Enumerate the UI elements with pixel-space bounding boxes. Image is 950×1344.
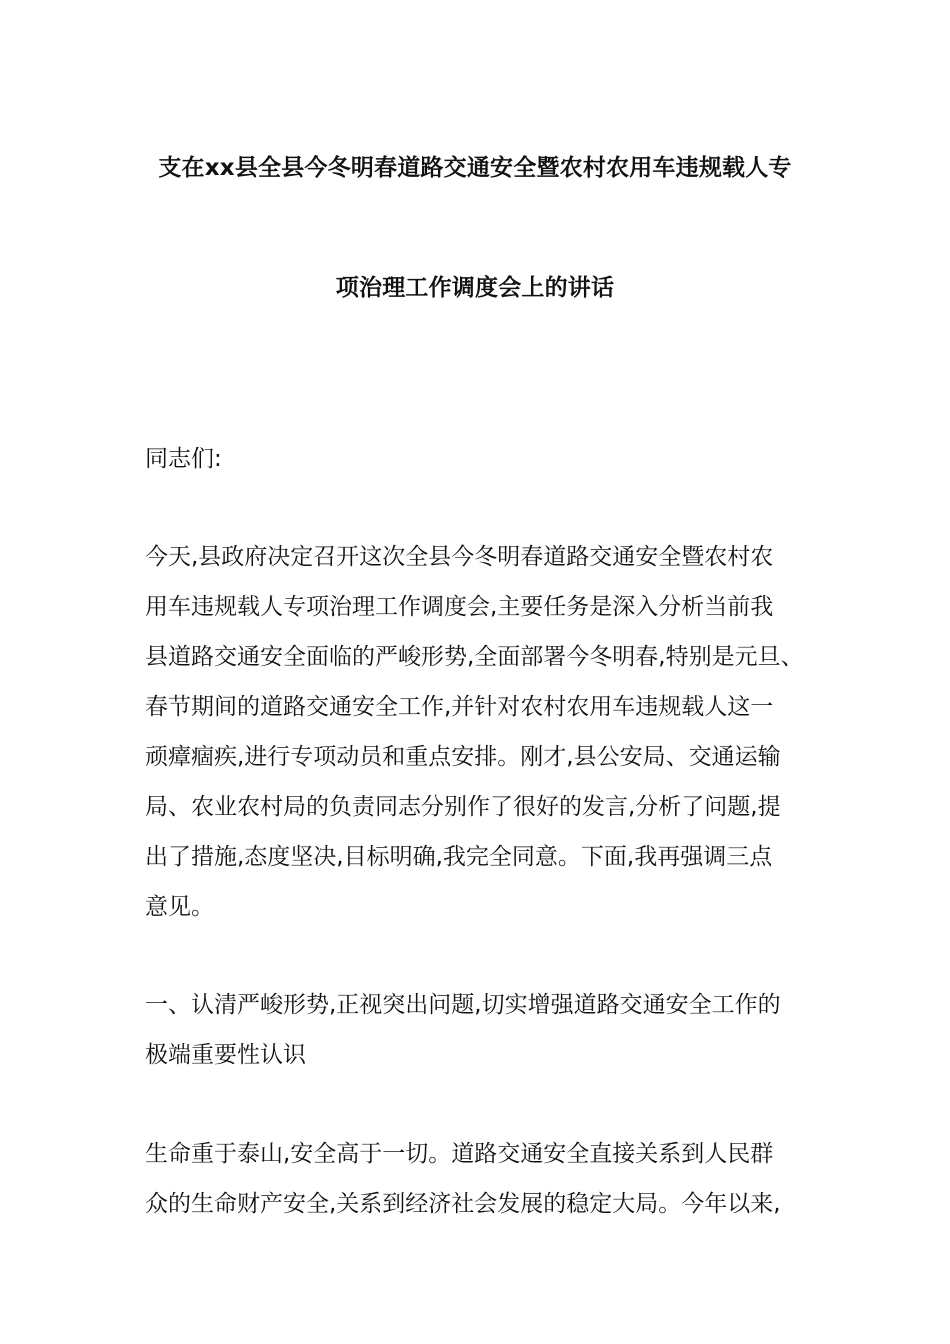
paragraph-1-line-8: 意见。 [145, 894, 214, 920]
paragraph-2-line-2: 众的生命财产安全,关系到经济社会发展的稳定大局。今年以来, [145, 1191, 781, 1217]
paragraph-1-line-3: 县道路交通安全面临的严峻形势,全面部署今冬明春,特别是元旦、 [145, 644, 804, 670]
paragraph-2-line-1: 生命重于泰山,安全高于一切。道路交通安全直接关系到人民群 [145, 1141, 774, 1167]
paragraph-1-line-1: 今天,县政府决定召开这次全县今冬明春道路交通安全暨农村农 [145, 544, 774, 570]
section-1-heading-line-2: 极端重要性认识 [145, 1042, 306, 1068]
document-title-line-1: 支在xx县全县今冬明春道路交通安全暨农村农用车违规载人专 [158, 155, 792, 181]
section-1-heading-line-1: 一、认清严峻形势,正视突出问题,切实增强道路交通安全工作的 [145, 992, 781, 1018]
salutation: 同志们: [145, 446, 222, 472]
paragraph-1-line-6: 局、农业农村局的负责同志分别作了很好的发言,分析了问题,提 [145, 794, 781, 820]
paragraph-1-line-2: 用车违规载人专项治理工作调度会,主要任务是深入分析当前我 [145, 594, 774, 620]
paragraph-1-line-4: 春节期间的道路交通安全工作,并针对农村农用车违规载人这一 [145, 694, 774, 720]
document-title-line-2: 项治理工作调度会上的讲话 [335, 275, 615, 301]
paragraph-1-line-7: 出了措施,态度坚决,目标明确,我完全同意。下面,我再强调三点 [145, 844, 773, 870]
paragraph-1-line-5: 顽瘴痼疾,进行专项动员和重点安排。刚才,县公安局、交通运输 [145, 744, 781, 770]
